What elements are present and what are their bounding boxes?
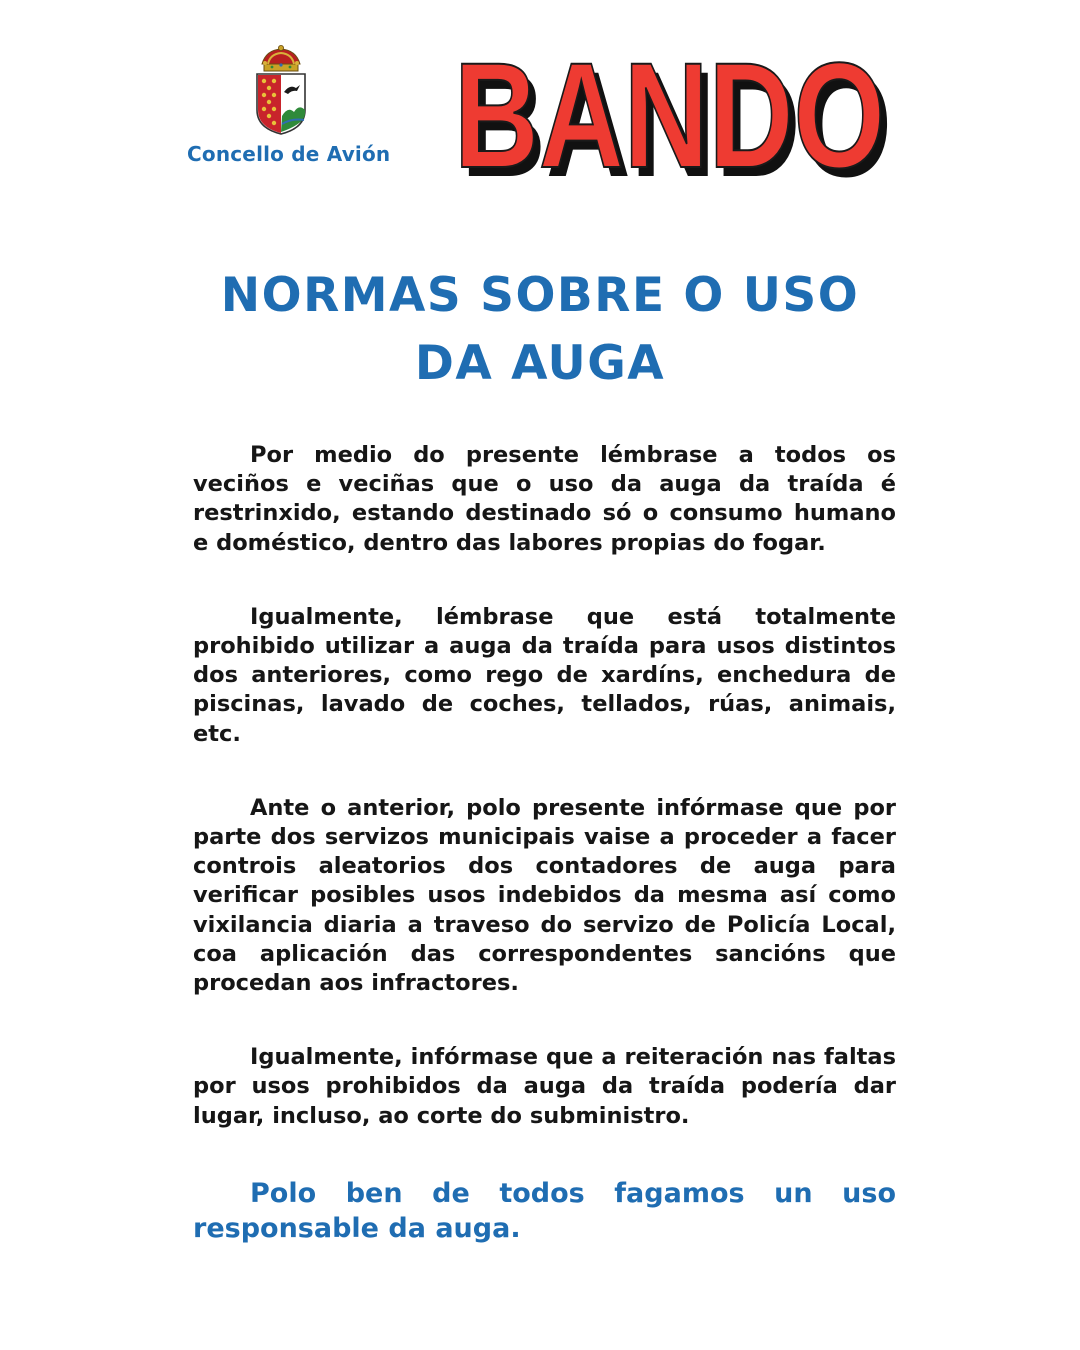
title-line-2: DA AUGA: [414, 336, 666, 391]
paragraph: Por medio do presente lémbrase a todos os veciños e veciñas que o uso da auga da traída é restrinxido, estando destinado só o consumo humano e doméstico, dentro das labores propias do fogar.: [193, 442, 896, 556]
page-title: [140, 262, 940, 398]
title-line-1: NORMAS SOBRE O USO: [220, 268, 860, 323]
notice-body: [193, 441, 896, 1246]
bando-text: BANDO: [454, 52, 885, 182]
paragraph: Ante o anterior, polo presente infórmase que por parte dos servizos municipais vaise a proceder a facer controis aleatorios dos contadores de auga para verificar posibles usos indebidos da mesma así como vixilancia diaria a traveso do servizo de Policía Local, coa aplicación das correspondentes sancións que procedan aos infractores.: [193, 794, 896, 997]
crown-icon: [262, 45, 300, 71]
paragraph: Igualmente, infórmase que a reiteración nas faltas por usos prohibidos da auga da traída podería dar lugar, incluso, ao corte do subministro.: [193, 1044, 896, 1129]
council-name: Concello de Avión: [187, 142, 391, 166]
bando-heading: [452, 52, 902, 182]
coat-of-arms-icon: [250, 44, 312, 136]
bando-shadow: BANDO: [461, 52, 892, 182]
closing-statement: Polo ben de todos fagamos un uso responsable da auga.: [193, 1177, 896, 1244]
paragraph: Igualmente, lémbrase que está totalmente prohibido utilizar a auga da traída para usos distintos dos anteriores, como rego de xardíns, enchedura de piscinas, lavado de coches, tellados, rúas, animais, etc.: [193, 603, 896, 747]
